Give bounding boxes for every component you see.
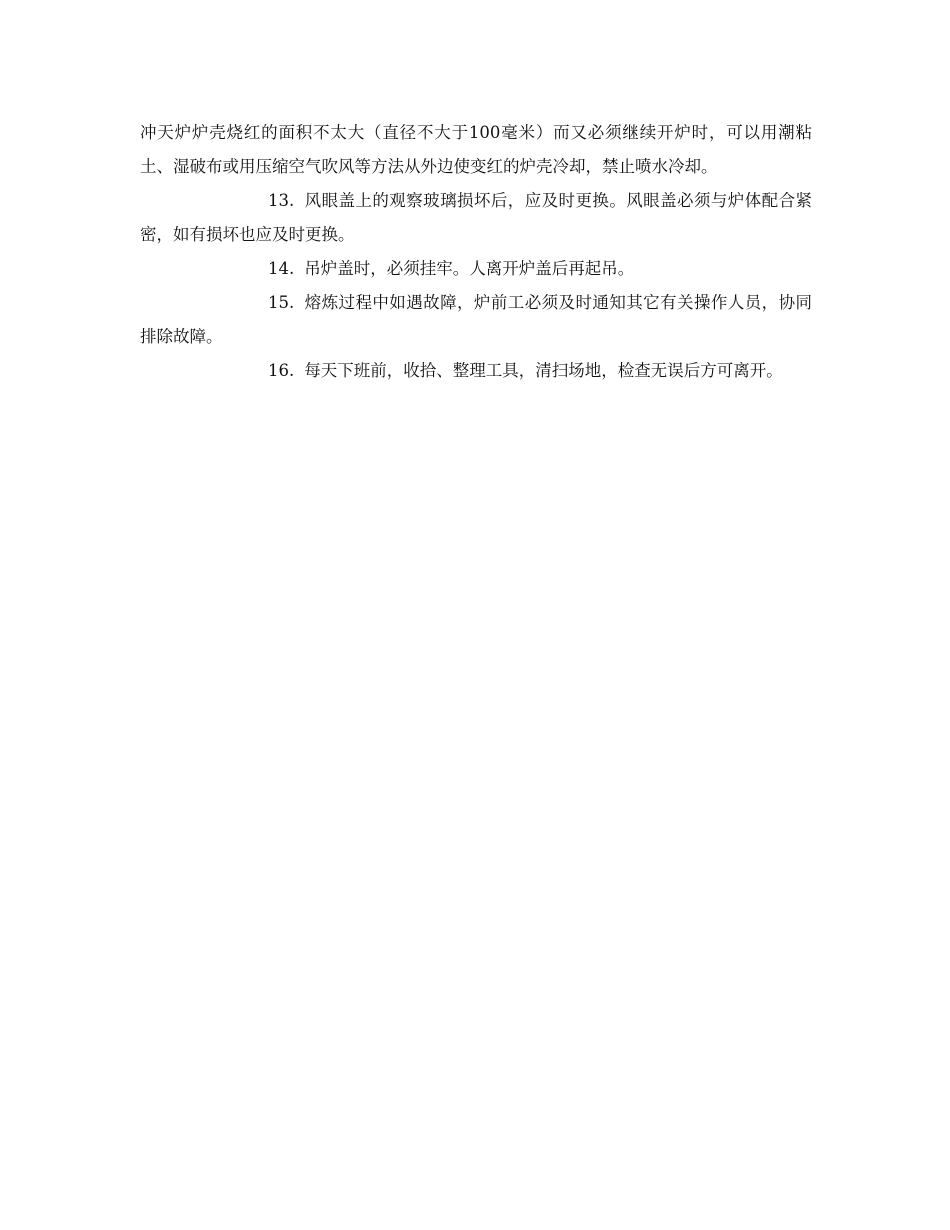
document-body	[140, 116, 812, 388]
item-number: 15.	[268, 293, 295, 312]
paragraph-item-15	[140, 286, 812, 354]
paragraph-item-14	[140, 252, 812, 286]
paragraph-text: 每天下班前，收拾、整理工具，清扫场地，检查无误后方可离开。	[304, 361, 783, 380]
paragraph-text: 冲天炉炉壳烧红的面积不太大（直径不大于100毫米）而又必须继续开炉时，可以用潮粘土、湿破布或用压缩空气吹风等方法从外边使变红的炉壳冷却，禁止喷水冷却。	[140, 123, 812, 176]
paragraph-text: 吊炉盖时，必须挂牢。人离开炉盖后再起吊。	[304, 259, 635, 278]
paragraph-text: 熔炼过程中如遇故障，炉前工必须及时通知其它有关操作人员，协同排除故障。	[140, 293, 812, 346]
paragraph-continuation	[140, 116, 812, 184]
paragraph-item-13	[140, 184, 812, 252]
item-number: 16.	[268, 361, 295, 380]
paragraph-item-16	[140, 354, 812, 388]
item-number: 14.	[268, 259, 295, 278]
paragraph-text: 风眼盖上的观察玻璃损坏后，应及时更换。风眼盖必须与炉体配合紧密，如有损坏也应及时更换。	[140, 191, 812, 244]
item-number: 13.	[268, 191, 295, 210]
